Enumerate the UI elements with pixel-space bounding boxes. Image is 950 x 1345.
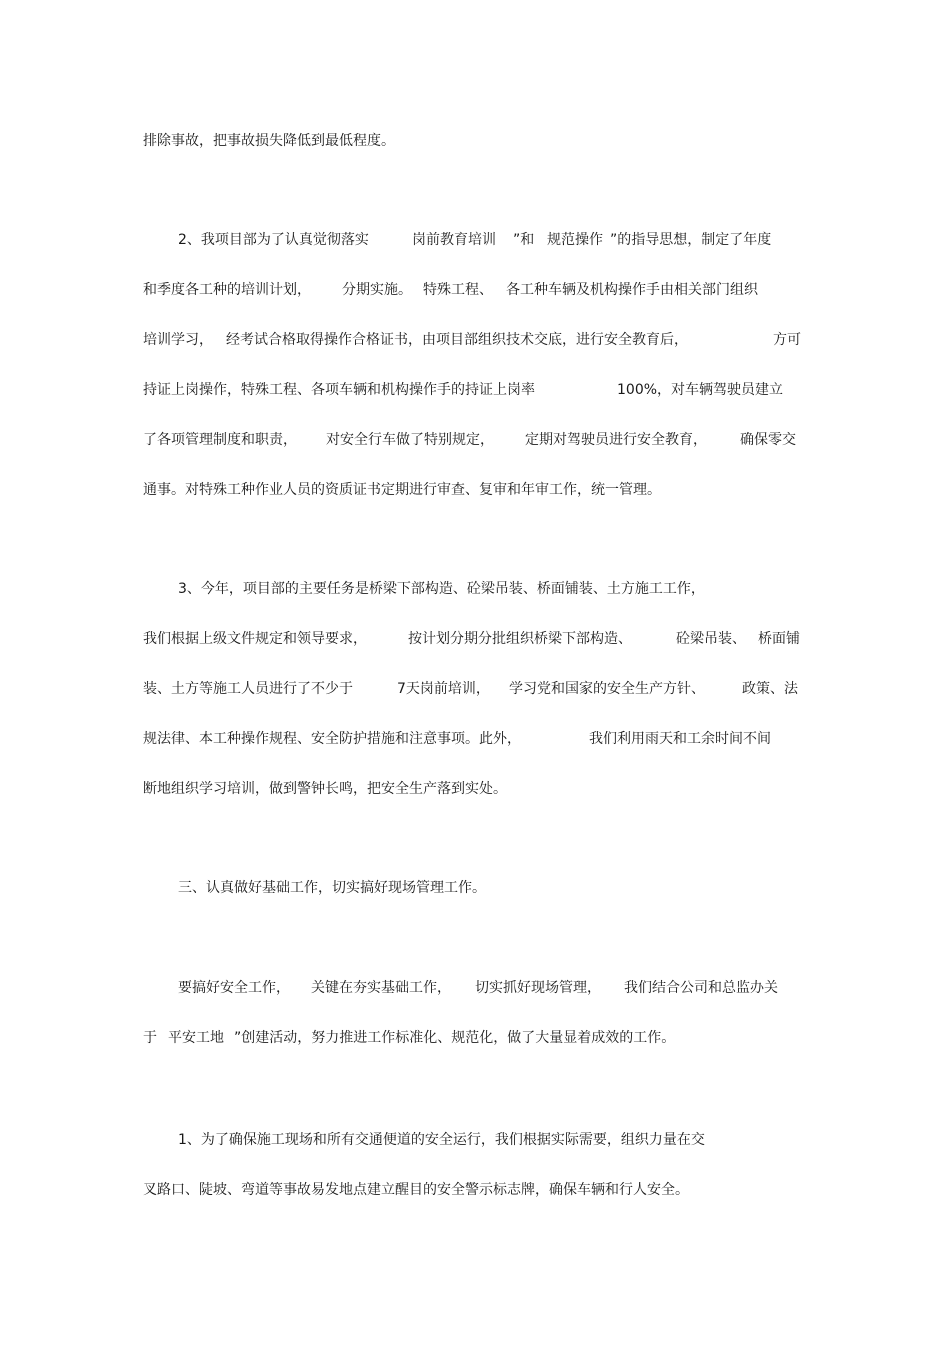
paragraph-2-line-3 (0, 328, 950, 352)
paragraph-5-line-2 (0, 1178, 950, 1202)
text-segment: 分期实施。 (342, 282, 412, 298)
text-segment: 我们根据上级文件规定和领导要求， (143, 631, 367, 647)
text-segment: 2、我项目部为了认真觉彻落实 (178, 232, 369, 248)
text-segment: 于 (143, 1030, 157, 1046)
text-segment: 了各项管理制度和职责， (143, 432, 297, 448)
text-segment: 岗前教育培训 (412, 232, 496, 248)
text-segment: 培训学习， (143, 332, 213, 348)
paragraph-3-line-5 (0, 777, 950, 801)
text-segment: 对安全行车做了特别规定， (326, 432, 494, 448)
paragraph-3-line-2 (0, 627, 950, 651)
text-segment: 政策、法 (742, 681, 798, 697)
paragraph-1-line-1 (0, 129, 950, 153)
paragraph-5-line-1 (0, 1128, 950, 1152)
text-segment: 平安工地 (168, 1030, 224, 1046)
text-segment: 我们利用雨天和工余时间不间 (589, 731, 771, 747)
text-segment: 各工种车辆及机构操作手由相关部门组织 (506, 282, 758, 298)
heading-text: 三、认真做好基础工作，切实搞好现场管理工作。 (178, 880, 486, 896)
paragraph-3-line-3 (0, 677, 950, 701)
text-segment: 定期对驾驶员进行安全教育， (525, 432, 707, 448)
text-segment: 经考试合格取得操作合格证书，由项目部组织技术交底，进行安全教育后， (226, 332, 688, 348)
text-segment: 7天岗前培训， (397, 681, 490, 697)
text-segment: 按计划分期分批组织桥梁下部构造、 (408, 631, 632, 647)
text-segment: 和季度各工种的培训计划， (143, 282, 311, 298)
text-segment: 叉路口、陡坡、弯道等事故易发地点建立醒目的安全警示标志牌，确保车辆和行人安全。 (143, 1182, 689, 1198)
paragraph-2-line-4 (0, 378, 950, 402)
text-segment: 切实抓好现场管理， (475, 980, 601, 996)
text-segment: 1、为了确保施工现场和所有交通便道的安全运行，我们根据实际需要，组织力量在交 (178, 1132, 705, 1148)
paragraph-3-line-1 (0, 577, 950, 601)
paragraph-2-line-6 (0, 478, 950, 502)
text-segment: 方可 (773, 332, 801, 348)
text-segment: ”创建活动，努力推进工作标准化、规范化，做了大量显着成效的工作。 (234, 1030, 676, 1046)
paragraph-2-line-1 (0, 228, 950, 252)
text-segment: 断地组织学习培训，做到警钟长鸣，把安全生产落到实处。 (143, 781, 507, 797)
text-segment: ”和 (513, 232, 535, 248)
paragraph-3-line-4 (0, 727, 950, 751)
text-segment: 关键在夯实基础工作， (311, 980, 451, 996)
text-segment: ”的指导思想，制定了年度 (610, 232, 772, 248)
paragraph-4-line-2 (0, 1026, 950, 1050)
text-segment: 我们结合公司和总监办关 (624, 980, 778, 996)
text-segment: 规法律、本工种操作规程、安全防护措施和注意事项。此外， (143, 731, 521, 747)
text-segment: 100%，对车辆驾驶员建立 (617, 382, 784, 398)
text-segment: 桥面铺 (758, 631, 800, 647)
text-segment: 通事。对特殊工种作业人员的资质证书定期进行审查、复审和年审工作，统一管理。 (143, 482, 661, 498)
text-segment: 持证上岗操作，特殊工程、各项车辆和机构操作手的持证上岗率 (143, 382, 535, 398)
paragraph-2-line-5 (0, 428, 950, 452)
text-segment: 规范操作 (547, 232, 603, 248)
text-segment: 学习党和国家的安全生产方针、 (509, 681, 705, 697)
text-segment: 排除事故，把事故损失降低到最低程度。 (143, 133, 395, 149)
text-segment: 特殊工程、 (423, 282, 493, 298)
paragraph-4-line-1 (0, 976, 950, 1000)
text-segment: 要搞好安全工作， (178, 980, 290, 996)
text-segment: 装、土方等施工人员进行了不少于 (143, 681, 353, 697)
text-segment: 确保零交 (740, 432, 796, 448)
text-segment: 砼梁吊装、 (676, 631, 746, 647)
paragraph-2-line-2 (0, 278, 950, 302)
section-heading (0, 876, 950, 900)
text-segment: 3、今年，项目部的主要任务是桥梁下部构造、砼梁吊装、桥面铺装、土方施工工作， (178, 581, 705, 597)
